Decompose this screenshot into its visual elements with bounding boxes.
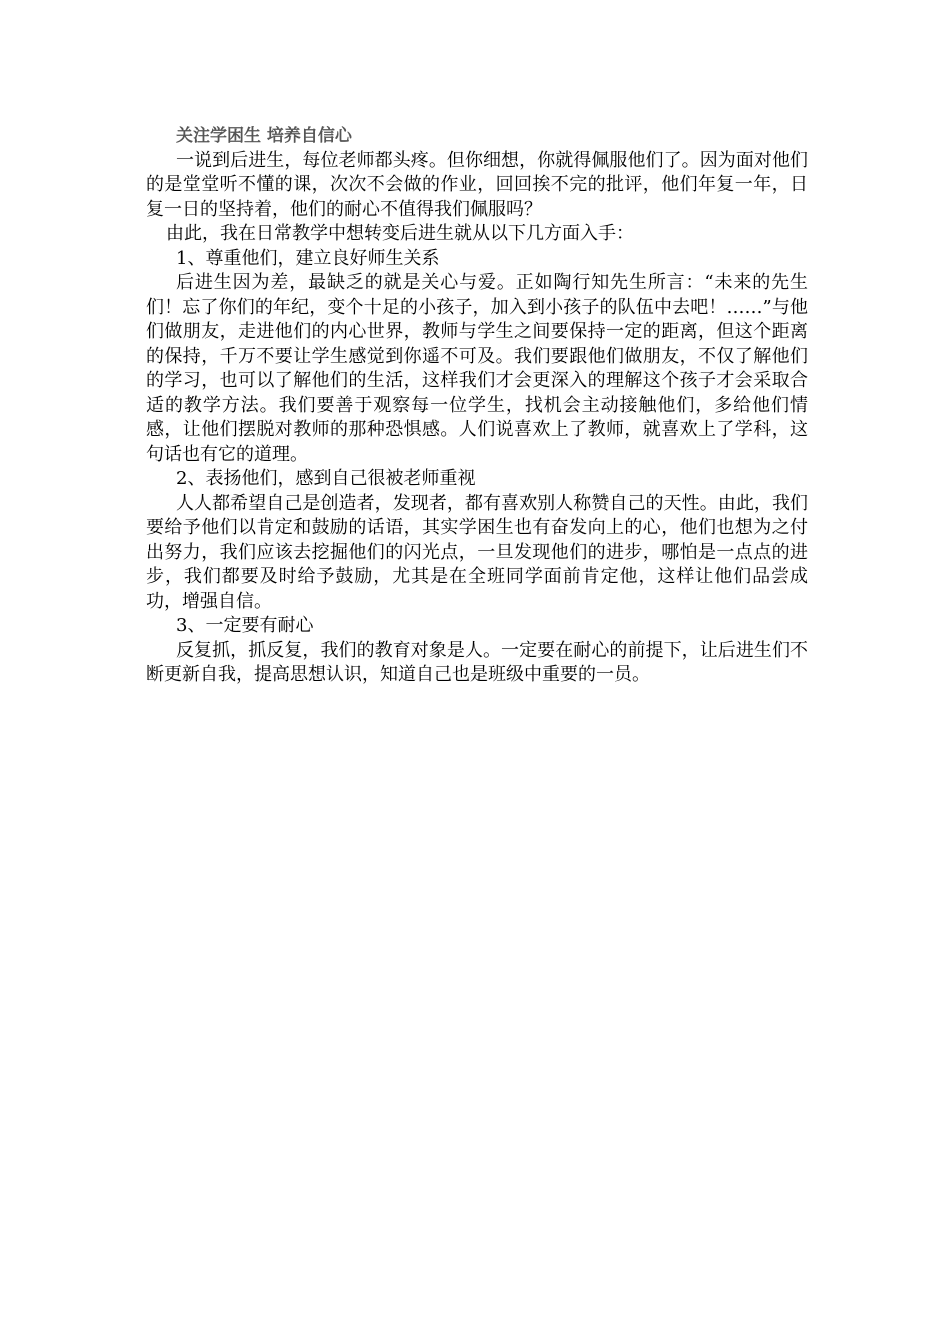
section-heading-3: 3、一定要有耐心 xyxy=(176,615,314,636)
section-heading-1: 1、尊重他们，建立良好师生关系 xyxy=(176,247,440,269)
section-body-1: 后进生因为差，最缺乏的就是关心与爱。正如陶行知先生所言：“未来的先生们！忘了你们的年纪，变个十足的小孩子，加入到小孩子的队伍中去吧！……”与他们做朋友，走进他们的内心世界，教师与学生之间要保持一定的距离，但这个距离的保持，千万不要让学生感觉到你遥不可及。我们要跟他们做朋友，不仅了解他们的学习，也可以了解他们的生活，这样我们才会更深入的理解这个孩子才会采取合适的教学方法。我们要善于观察每一位学生，找机会主动接触他们，多给他们情感，让他们摆脱对教师的那种恐惧感。人们说喜欢上了教师，就喜欢上了学科，这句话也有它的道理。 xyxy=(146,272,808,465)
document-title: 关注学困生 培养自信心 xyxy=(176,126,352,146)
section-body-3: 反复抓，抓反复，我们的教育对象是人。一定要在耐心的前提下，让后进生们不断更新自我，提高思想认识，知道自己也是班级中重要的一员。 xyxy=(146,639,808,685)
intro-paragraph: 一说到后进生，每位老师都头疼。但你细想，你就得佩服他们了。因为面对他们的是堂堂听不懂的课，次次不会做的作业，回回挨不完的批评，他们年复一年，日复一日的坚持着，他们的耐心不值得我们佩服吗？ xyxy=(146,149,808,220)
lead-paragraph: 由此，我在日常教学中想转变后进生就从以下几方面入手： xyxy=(166,223,634,244)
section-heading-2: 2、表扬他们，感到自己很被老师重视 xyxy=(176,468,476,489)
section-body-2: 人人都希望自己是创造者，发现者，都有喜欢别人称赞自己的天性。由此，我们要给予他们以肯定和鼓励的话语，其实学困生也有奋发向上的心，他们也想为之付出努力，我们应该去挖掘他们的闪光点，一旦发现他们的进步，哪怕是一点点的进步，我们都要及时给予鼓励，尤其是在全班同学面前肯定他，这样让他们品尝成功，增强自信。 xyxy=(146,492,808,612)
document-page xyxy=(146,124,808,688)
